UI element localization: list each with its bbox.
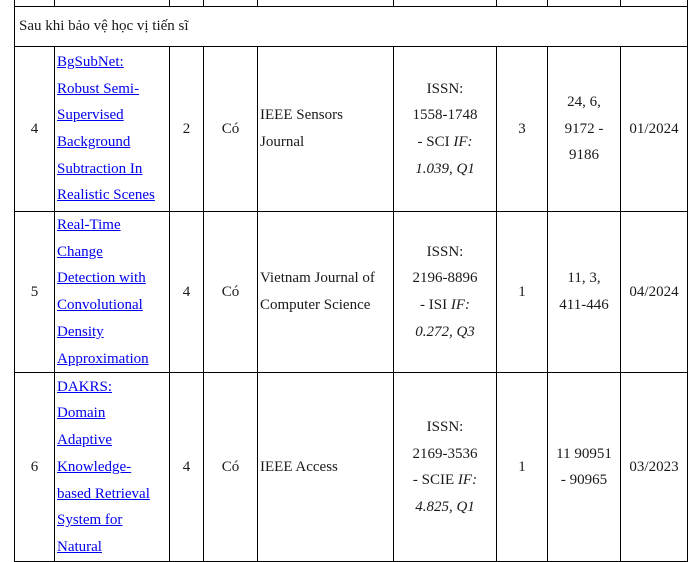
main-author-flag: Có [204,212,258,373]
volume-pages: 11, 3, 411-446 [548,212,621,373]
paper-title-link[interactable]: BgSubNet: Robust Semi- Supervised Background Subtraction In Realistic Scenes [57,53,155,204]
issn-cell: ISSN: 2196-8896 - ISI IF: 0.272, Q3 [394,212,497,373]
row-number: 4 [15,47,55,212]
author-count: 4 [170,373,204,562]
main-author-flag: Có [204,373,258,562]
publish-date: 04/2024 [621,212,688,373]
author-position: 3 [497,47,548,212]
section-header-row [15,7,688,47]
publish-date: 01/2024 [621,47,688,212]
table-row [15,373,688,562]
issn-cell: ISSN: 1558-1748 - SCI IF: 1.039, Q1 [394,47,497,212]
volume-pages: 24, 6, 9172 - 9186 [548,47,621,212]
row-number: 6 [15,373,55,562]
row-number: 5 [15,212,55,373]
author-count: 2 [170,47,204,212]
paper-title-cell [55,212,170,373]
author-position: 1 [497,373,548,562]
journal-name: Vietnam Journal of Computer Science [258,212,394,373]
paper-title-cell [55,47,170,212]
table-row [15,212,688,373]
paper-title-link[interactable]: DAKRS: Domain Adaptive Knowledge- based Retrieval System for Natural [57,378,150,555]
author-position: 1 [497,212,548,373]
issn-cell: ISSN: 2169-3536 - SCIE IF: 4.825, Q1 [394,373,497,562]
publications-table [14,0,688,562]
main-author-flag: Có [204,47,258,212]
paper-title-link[interactable]: Real-Time Change Detection with Convolutional Density Approximation [57,217,149,367]
publish-date: 03/2023 [621,373,688,562]
table-row [15,47,688,212]
journal-name: IEEE Access [258,373,394,562]
section-title: Sau khi bảo vệ học vị tiến sĩ [15,7,688,47]
journal-name: IEEE Sensors Journal [258,47,394,212]
volume-pages: 11 90951 - 90965 [548,373,621,562]
paper-title-cell [55,373,170,562]
author-count: 4 [170,212,204,373]
